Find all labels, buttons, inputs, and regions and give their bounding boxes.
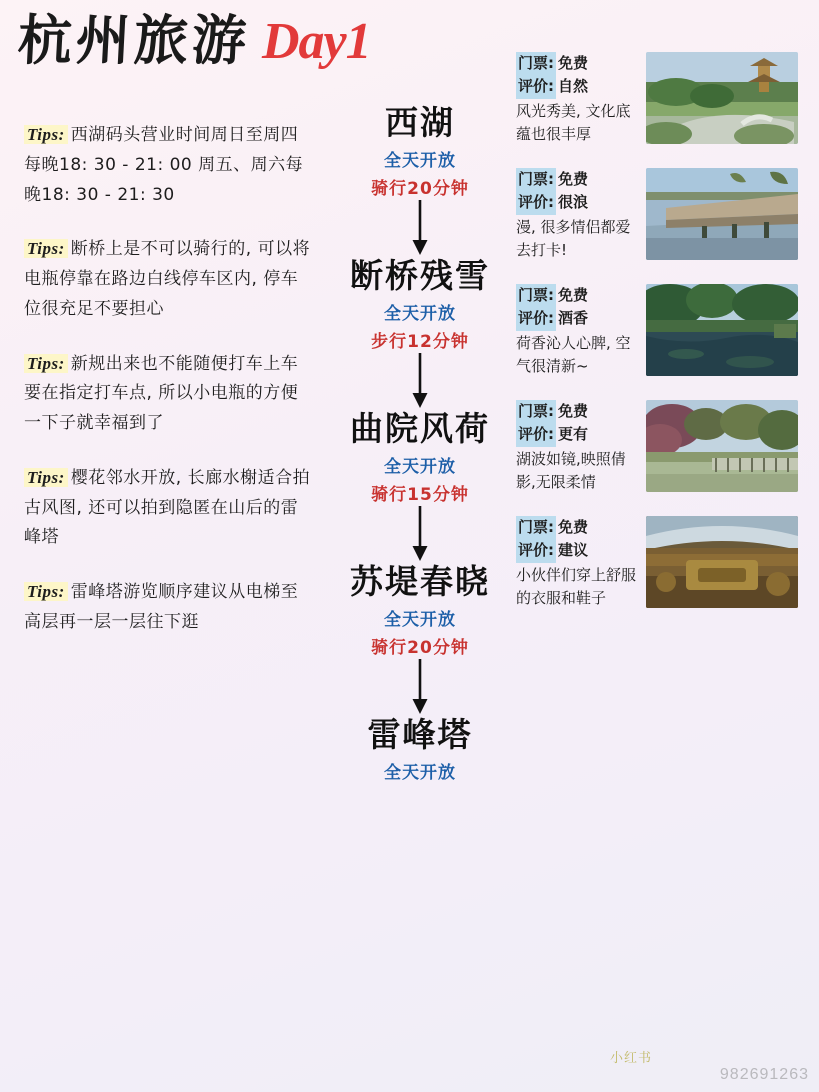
review-line bbox=[516, 75, 638, 98]
review-label: 评价: bbox=[516, 75, 556, 98]
title-day: Day1 bbox=[262, 13, 371, 70]
page-title bbox=[16, 9, 371, 72]
card-text bbox=[516, 52, 638, 146]
itinerary-stop bbox=[330, 257, 510, 352]
arrow-down-icon bbox=[330, 505, 510, 563]
card-text bbox=[516, 168, 638, 262]
tip-label: Tips: bbox=[24, 125, 68, 144]
review-line bbox=[516, 307, 638, 330]
arrow-down-icon bbox=[330, 658, 510, 716]
tip-label: Tips: bbox=[24, 239, 68, 258]
tips-column bbox=[24, 120, 314, 662]
stop-hours: 全天开放 bbox=[384, 303, 456, 324]
ticket-line bbox=[516, 516, 638, 539]
ticket-value: 免费 bbox=[558, 54, 589, 72]
stop-name: 曲院风荷 bbox=[350, 408, 490, 448]
tip-label: Tips: bbox=[24, 582, 68, 601]
review-label: 评价: bbox=[516, 423, 556, 446]
ticket-label: 门票: bbox=[516, 400, 556, 423]
review-body: 风光秀美, 文化底蕴也很丰厚 bbox=[516, 101, 631, 143]
card-text bbox=[516, 516, 638, 610]
stop-name: 断桥残雪 bbox=[350, 255, 490, 295]
stop-travel: 骑行20分钟 bbox=[371, 178, 469, 199]
ticket-value: 免费 bbox=[558, 286, 589, 304]
review-line bbox=[516, 423, 638, 446]
photo-su-causeway-blossom bbox=[646, 400, 798, 492]
tip-text: 新规出来也不能随便打车上车要在指定打车点, 所以小电瓶的方便一下子就幸福到了 bbox=[24, 353, 299, 433]
stop-hours: 全天开放 bbox=[384, 609, 456, 630]
stop-travel: 步行12分钟 bbox=[371, 331, 469, 352]
watermark-badge: 小红书 bbox=[610, 1051, 653, 1066]
title-chinese: 杭州旅游 bbox=[16, 9, 252, 72]
review-line bbox=[516, 539, 638, 562]
ticket-label: 门票: bbox=[516, 284, 556, 307]
stop-hours: 全天开放 bbox=[384, 150, 456, 171]
attraction-card bbox=[516, 52, 804, 146]
ticket-line bbox=[516, 400, 638, 423]
stop-name: 西湖 bbox=[385, 103, 455, 142]
itinerary-stop bbox=[330, 716, 510, 783]
ticket-line bbox=[516, 284, 638, 307]
photo-lotus-pond-trees bbox=[646, 284, 798, 376]
arrow-down-icon bbox=[330, 199, 510, 257]
ticket-value: 免费 bbox=[558, 402, 589, 420]
review-body: 漫, 很多情侣都爱去打卡! bbox=[516, 217, 631, 259]
photo-broken-bridge-lakeside bbox=[646, 168, 798, 260]
stop-travel: 骑行20分钟 bbox=[371, 637, 469, 658]
attraction-card bbox=[516, 168, 804, 262]
review-body: 小伙伴们穿上舒服的衣服和鞋子 bbox=[516, 565, 637, 607]
photo-west-lake-pagoda-bridge bbox=[646, 52, 798, 144]
tip-text: 雷峰塔游览顺序建议从电梯至高层再一层一层往下逛 bbox=[24, 582, 299, 632]
ticket-line bbox=[516, 52, 638, 75]
review-value: 自然 bbox=[558, 77, 589, 96]
tip-text: 西湖码头营业时间周日至周四每晚18: 30 - 21: 00 周五、周六每晚18: 30 - 21: 30 bbox=[24, 125, 304, 205]
attraction-cards-column bbox=[516, 52, 804, 632]
stop-hours: 全天开放 bbox=[384, 456, 456, 477]
tip-label: Tips: bbox=[24, 354, 68, 373]
ticket-label: 门票: bbox=[516, 52, 556, 75]
itinerary-stop bbox=[330, 104, 510, 199]
attraction-card bbox=[516, 284, 804, 378]
review-value: 更有 bbox=[558, 425, 589, 444]
tip-text: 断桥上是不可以骑行的, 可以将电瓶停靠在路边白线停车区内, 停车位很充足不要担心 bbox=[24, 239, 311, 319]
review-label: 评价: bbox=[516, 307, 556, 330]
stop-name: 雷峰塔 bbox=[367, 714, 473, 754]
tip-label: Tips: bbox=[24, 468, 68, 487]
ticket-line bbox=[516, 168, 638, 191]
tip-item bbox=[24, 463, 314, 553]
attraction-card bbox=[516, 400, 804, 494]
review-body: 湖波如镜,映照倩影,无限柔情 bbox=[516, 449, 626, 491]
tip-item bbox=[24, 120, 314, 210]
watermark-number: 982691263 bbox=[719, 1066, 809, 1083]
tip-text: 樱花邻水开放, 长廊水榭适合拍古风图, 还可以拍到隐匿在山后的雷峰塔 bbox=[24, 467, 311, 548]
card-text bbox=[516, 284, 638, 378]
tip-item bbox=[24, 349, 314, 439]
ticket-value: 免费 bbox=[558, 170, 589, 188]
itinerary-stop bbox=[330, 410, 510, 505]
attraction-card bbox=[516, 516, 804, 610]
itinerary-column bbox=[330, 104, 510, 783]
ticket-label: 门票: bbox=[516, 168, 556, 191]
stop-travel: 骑行15分钟 bbox=[371, 484, 469, 505]
review-line bbox=[516, 191, 638, 214]
review-value: 很浪 bbox=[558, 193, 589, 212]
card-text bbox=[516, 400, 638, 494]
stop-hours: 全天开放 bbox=[384, 762, 456, 783]
stop-name: 苏堤春晓 bbox=[350, 561, 490, 601]
arrow-down-icon bbox=[330, 352, 510, 410]
photo-leifeng-pagoda-interior bbox=[646, 516, 798, 608]
ticket-label: 门票: bbox=[516, 516, 556, 539]
review-label: 评价: bbox=[516, 539, 556, 562]
review-label: 评价: bbox=[516, 191, 556, 214]
review-value: 建议 bbox=[558, 541, 589, 560]
tip-item bbox=[24, 234, 314, 324]
tip-item bbox=[24, 577, 314, 638]
itinerary-stop bbox=[330, 563, 510, 658]
review-value: 酒香 bbox=[558, 309, 589, 328]
review-body: 荷香沁人心脾, 空气很清新~ bbox=[516, 333, 631, 375]
ticket-value: 免费 bbox=[558, 518, 589, 536]
